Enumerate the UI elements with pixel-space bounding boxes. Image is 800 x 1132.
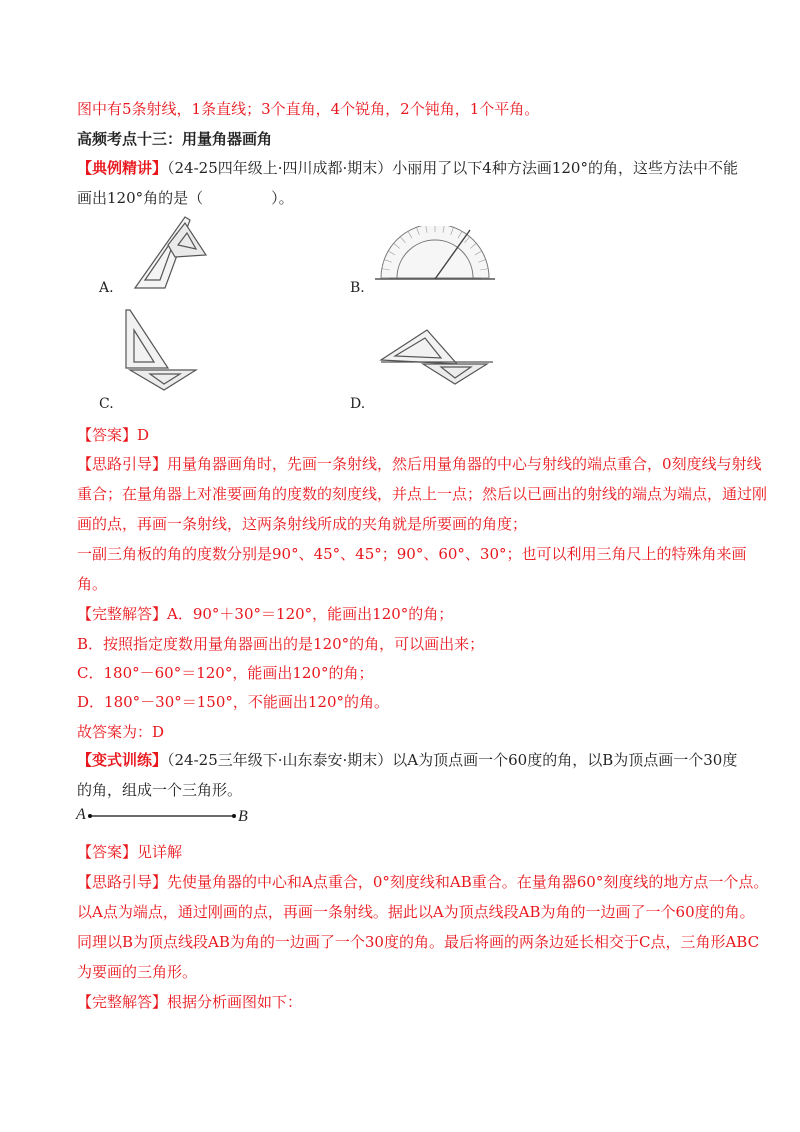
example-hint-line-2: 重合；在量角器上对准要画角的度数的刻度线，并点上一点；然后以已画出的射线的端点为端点，通过刚	[77, 485, 768, 503]
solution-line-2: B．按照指定度数用量角器画出的是120°的角，可以画出来；	[77, 635, 485, 653]
variant-solution	[77, 991, 302, 1013]
hint-tag: 【思路引导】	[77, 455, 168, 473]
option-d-label: D.	[350, 396, 366, 412]
hint-text: 用量角器画角时，先画一条射线，然后用量角器的中心与射线的端点重合，0刻度线与射线	[167, 455, 762, 473]
solution-tag: 【完整解答】	[77, 605, 168, 623]
variant-hint-line-1	[77, 871, 768, 893]
section-title: 高频考点十三：用量角器画角	[77, 130, 273, 148]
example-hint-line-3: 画的点，再画一条射线，这两条射线所成的夹角就是所要画的角度；	[77, 515, 528, 533]
conclusion: 故答案为：D	[77, 723, 165, 741]
point-a-label: A	[76, 806, 86, 823]
solution-line-1	[77, 603, 453, 625]
variant-hint-line-4: 为要画的三角形。	[77, 963, 198, 981]
example-text-2a: 画出120°角的是（	[77, 189, 204, 207]
variant-answer	[77, 841, 182, 863]
variant-hint-text: 先使量角器的中心和A点重合，0°刻度线和AB重合。在量角器60°刻度线的地方点一个点。	[167, 873, 769, 891]
variant-answer-value: 见详解	[137, 843, 183, 861]
solution-line-4: D．180°－30°＝150°，不能画出120°的角。	[77, 693, 390, 711]
variant-solution-text: 根据分析画图如下：	[167, 993, 303, 1011]
variant-tag: 【变式训练】	[77, 751, 168, 769]
example-question-line-1	[77, 157, 738, 179]
solution-line-3: C．180°－60°＝120°，能画出120°的角；	[77, 664, 374, 682]
answer-tag: 【答案】	[77, 426, 138, 444]
variant-answer-tag: 【答案】	[77, 843, 138, 861]
option-c-label: C.	[99, 396, 114, 412]
variant-text-1: （24-25三年级下·山东泰安·期末）以A为顶点画一个60度的角，以B为顶点画一个30度	[167, 751, 738, 769]
example-hint-line-4: 一副三角板的角的度数分别是90°、45°、45°；90°、60°、30°；也可以利用三角尺上的特殊角来画	[77, 545, 747, 563]
option-c-figure	[120, 306, 200, 391]
example-question-line-2	[77, 187, 294, 209]
variant-solution-tag: 【完整解答】	[77, 993, 168, 1011]
variant-hint-line-3: 同理以B为顶点线段AB为角的一边画了一个30度的角。最后将画的两条边延长相交于C点，三角形ABC	[77, 933, 760, 951]
option-d-figure	[375, 326, 495, 386]
point-b-label: B	[238, 808, 248, 825]
variant-question-line-2: 的角，组成一个三角形。	[77, 781, 243, 799]
option-a-label: A.	[99, 280, 114, 296]
previous-summary: 图中有5条射线，1条直线；3个直角，4个锐角，2个钝角，1个平角。	[77, 100, 540, 118]
option-b-label: B.	[350, 280, 365, 296]
option-a-figure	[130, 215, 210, 290]
segment-ab	[88, 808, 238, 824]
solution-text: A．90°＋30°＝120°，能画出120°的角；	[167, 605, 454, 623]
answer-value: D	[137, 426, 150, 444]
example-text-1: （24-25四年级上·四川成都·期末）小丽用了以下4种方法画120°的角，这些方法中不能	[167, 159, 738, 177]
example-answer	[77, 424, 149, 446]
variant-hint-tag: 【思路引导】	[77, 873, 168, 891]
example-hint-line-5: 角。	[77, 575, 108, 593]
example-text-2b: ）。	[271, 189, 294, 207]
variant-question-line-1	[77, 749, 737, 771]
variant-hint-line-2: 以A点为端点，通过刚画的点，再画一条射线。据此以A为顶点线段AB为角的一边画了一个60度的角。	[77, 903, 755, 921]
example-hint-line-1	[77, 453, 762, 475]
example-tag: 【典例精讲】	[77, 159, 168, 177]
option-b-figure	[375, 226, 495, 286]
